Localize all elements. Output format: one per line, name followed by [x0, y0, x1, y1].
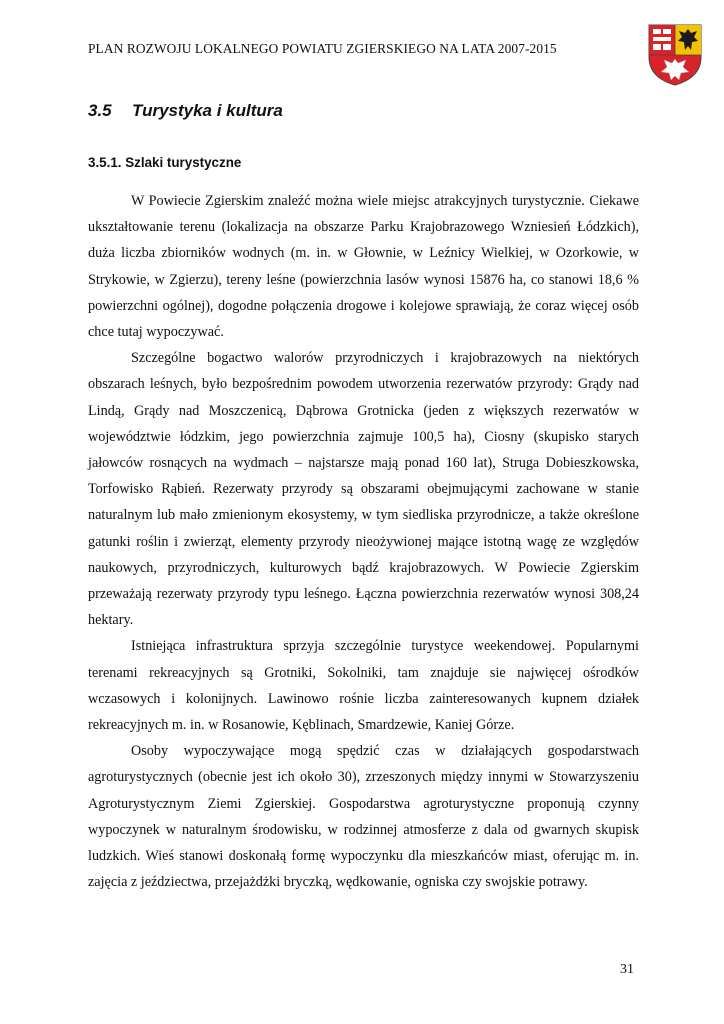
paragraph: Szczególne bogactwo walorów przyrodniczych i krajobrazowych na niektórych obszarach leśnych, było bezpośrednim powodem utworzenia rezerwatów przyrody: Grądy nad Lindą, Grądy nad Moszczenicą, Dąbrowa Grotnicka (jeden z większych rezerwatów w województwie łódzkim, jego powierzchnia zajmuje 100,5 ha), Ciosny (skupisko starych jałowców rosnących na wydmach – najstarsze mają ponad 160 lat), Struga Dobieszkowska, Torfowisko Rąbień. Rezerwaty przyrody są obszarami obejmującymi zachowane w stanie naturalnym lub mało zmienionym ekosystemy, w tym siedliska przyrodnicze, a także określone gatunki roślin i zwierząt, elementy przyrody nieożywionej mające istotną wagę ze względów naukowych, przyrodniczych, kulturowych bądź krajobrazowych. W Powiecie Zgierskim przeważają rezerwaty przyrody typu leśnego. Łączna powierzchnia rezerwatów wynosi 308,24 hektary.	[88, 350, 639, 629]
paragraph: W Powiecie Zgierskim znaleźć można wiele miejsc atrakcyjnych turystycznie. Ciekawe ukształtowanie terenu (lokalizacja na obszarze Parku Krajobrazowego Wzniesień Łódzkich), duża liczba zbiorników wodnych (m. in. w Głownie, w Leźnicy Wielkiej, w Ozorkowie, w Strykowie, w Zgierzu), tereny leśne (powierzchnia lasów wynosi 15876 ha, co stanowi 18,6 % powierzchni ogólnej), dogodne połączenia drogowe i kolejowe sprawiają, że coraz więcej osób chce tutaj wypoczywać.	[88, 193, 639, 341]
paragraph: Istniejąca infrastruktura sprzyja szczególnie turystyce weekendowej. Popularnymi terenami rekreacyjnych są Grotniki, Sokolniki, tam znajduje sie najwięcej ośrodków wczasowych i kolonijnych. Lawinowo rośnie liczba zainteresowanych kupnem działek rekreacyjnych m. in. w Rosanowie, Kęblinach, Smardzewie, Kaniej Górze.	[88, 638, 639, 734]
paragraph: Osoby wypoczywające mogą spędzić czas w działających gospodarstwach agroturystycznych (obecnie jest ich około 30), zrzeszonych między innymi w Stowarzyszeniu Agroturystycznym Ziemi Zgierskiej. Gospodarstwa agroturystyczne proponują czynny wypoczynek w naturalnym środowisku, w rodzinnej atmosferze z dala od gwarnych skupisk ludzkich. Wieś stanowi doskonałą formę wypoczynku dla mieszkańców miast, oferując m. in. zajęcia z jeździectwa, przejażdżki bryczką, wędkowanie, ogniska czy swojskie potrawy.	[88, 743, 639, 891]
running-header: PLAN ROZWOJU LOKALNEGO POWIATU ZGIERSKIEGO NA LATA 2007-2015	[88, 41, 557, 56]
section-title-text: Turystyka i kultura	[132, 101, 283, 120]
coat-of-arms-icon	[647, 23, 703, 87]
page-number: 31	[620, 962, 634, 977]
section-title	[88, 101, 283, 121]
subsection-title: 3.5.1. Szlaki turystyczne	[88, 155, 242, 170]
body-text	[88, 188, 639, 895]
section-number: 3.5	[88, 101, 112, 120]
